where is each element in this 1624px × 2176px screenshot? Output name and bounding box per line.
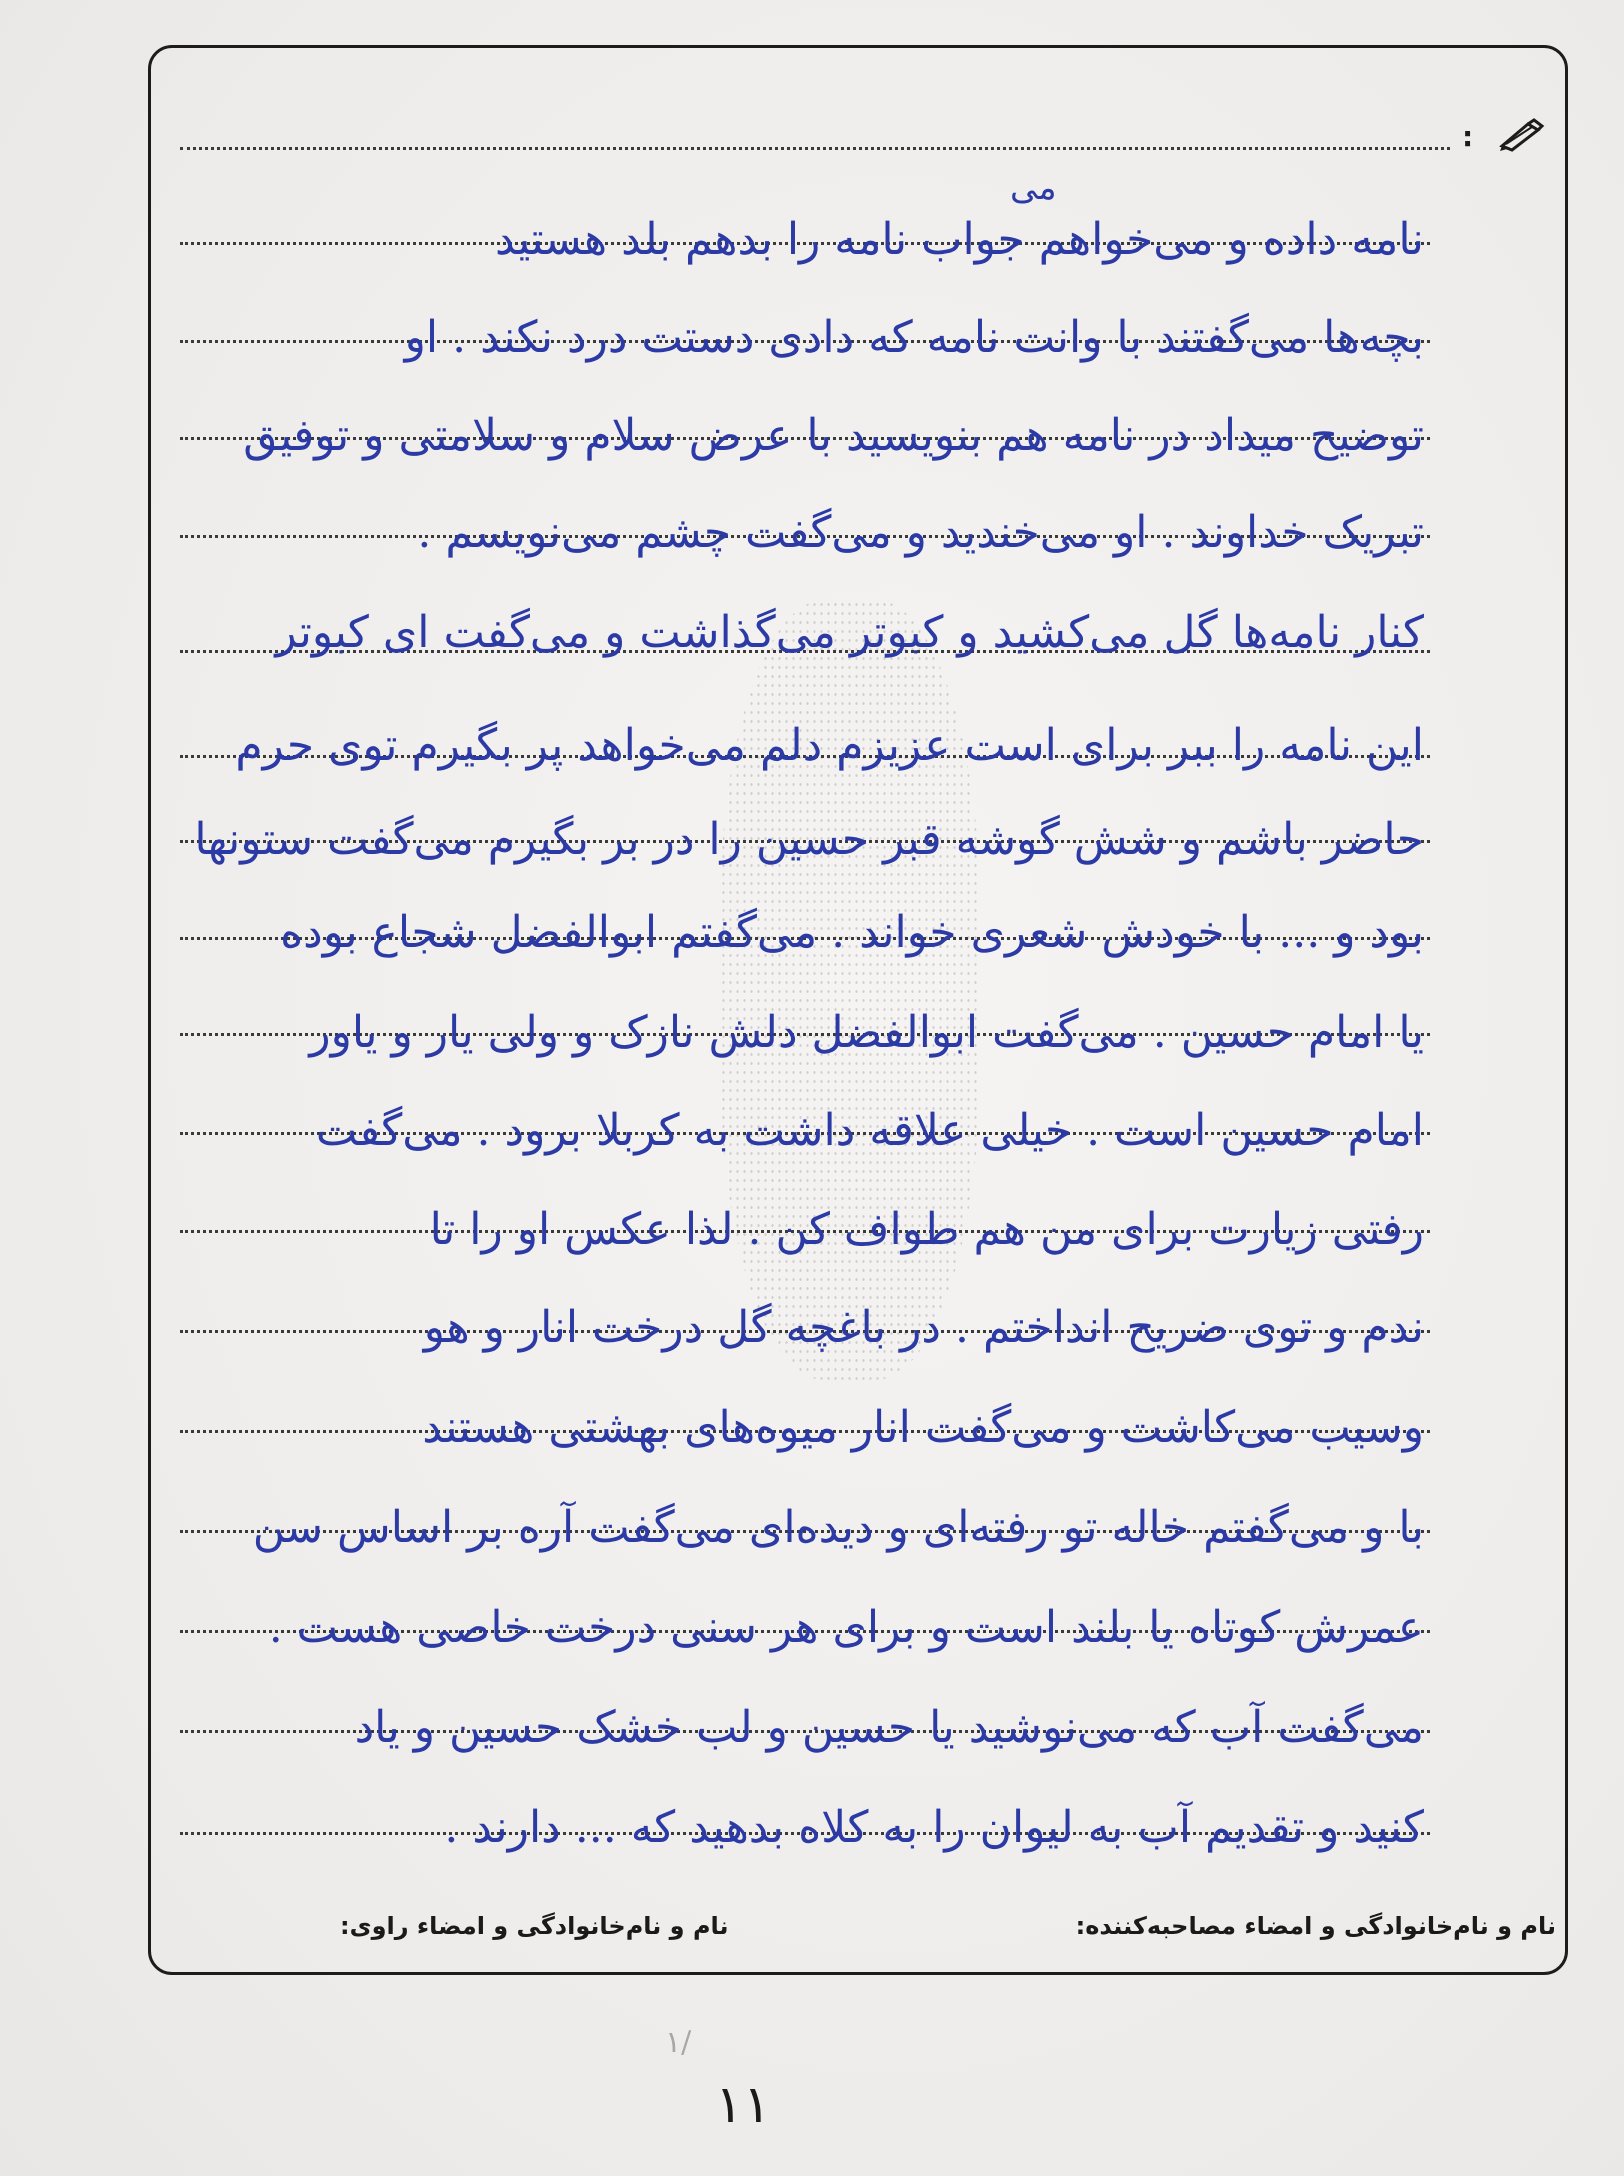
narrator-signature-label: نام و نام‌خانوادگی و امضاء راوی:: [340, 1912, 729, 1940]
handwritten-line: کنید و تقدیم آب به لیوان را به کلاه بدهید که ... دارند .: [444, 1802, 1424, 1853]
handwritten-line: با و می‌گفتم خاله تو رفته‌ای و دیده‌ای می‌گفت آره بر اساس سن: [252, 1502, 1424, 1553]
handwritten-line: نامه داده و می‌خواهم جواب نامه را بدهم بلد هستید: [495, 214, 1424, 265]
handwritten-line: می‌گفت آب که می‌نوشید یا حسین و لب خشک حسین و یاد: [354, 1702, 1424, 1753]
handwritten-line: حاضر باشم و شش گوشه قبر حسین را در بر بگیرم می‌گفت ستونها: [194, 814, 1424, 865]
handwritten-line: رفتی زیارت برای من هم طواف کن . لذا عکس او را تا: [429, 1204, 1424, 1255]
handwritten-line: کنار نامه‌ها گل می‌کشید و کبوتر می‌گذاشت و می‌گفت ای کبوتر: [275, 607, 1424, 658]
pen-colon: :: [1462, 120, 1474, 153]
page-number: ۱۱: [715, 2075, 771, 2135]
handwritten-insert: می: [1010, 168, 1057, 208]
handwritten-line: این نامه را ببر برای است عزیزم دلم می‌خواهد پر بگیرم توی حرم: [235, 720, 1424, 771]
interviewer-signature-label: نام و نام‌خانوادگی و امضاء مصاحبه‌کننده:: [1075, 1912, 1556, 1940]
handwritten-line: یا امام حسین . می‌گفت ابوالفضل دلش نازک و ولی یار و یاور: [309, 1007, 1424, 1058]
faint-mark: ۱/: [665, 2025, 692, 2060]
handwritten-line: وسیب می‌کاشت و می‌گفت انار میوه‌های بهشتی هستند: [422, 1402, 1424, 1453]
pen-icon: [1498, 118, 1546, 152]
handwritten-line: تبریک خداوند . او می‌خندید و می‌گفت چشم می‌نویسم .: [417, 507, 1424, 558]
ruled-line: [180, 147, 1450, 150]
handwritten-line: بود و ... با خودش شعری خواند . می‌گفتم ابوالفضل شجاع بوده: [280, 907, 1424, 958]
handwritten-line: بچه‌ها می‌گفتند با وانت نامه که دادی دستت درد نکند . او: [404, 312, 1424, 363]
handwritten-line: ندم و توی ضریح انداختم . در باغچه گل درخت انار و هو: [423, 1302, 1424, 1353]
handwritten-line: توضیح میداد در نامه هم بنویسید با عرض سلام و سلامتی و توفیق: [243, 410, 1424, 461]
handwritten-line: عمرش کوتاه یا بلند است و برای هر سنی درخت خاصی هست .: [268, 1602, 1424, 1653]
handwritten-line: امام حسین است . خیلی علاقه داشت به کربلا برود . می‌گفت: [315, 1105, 1424, 1156]
